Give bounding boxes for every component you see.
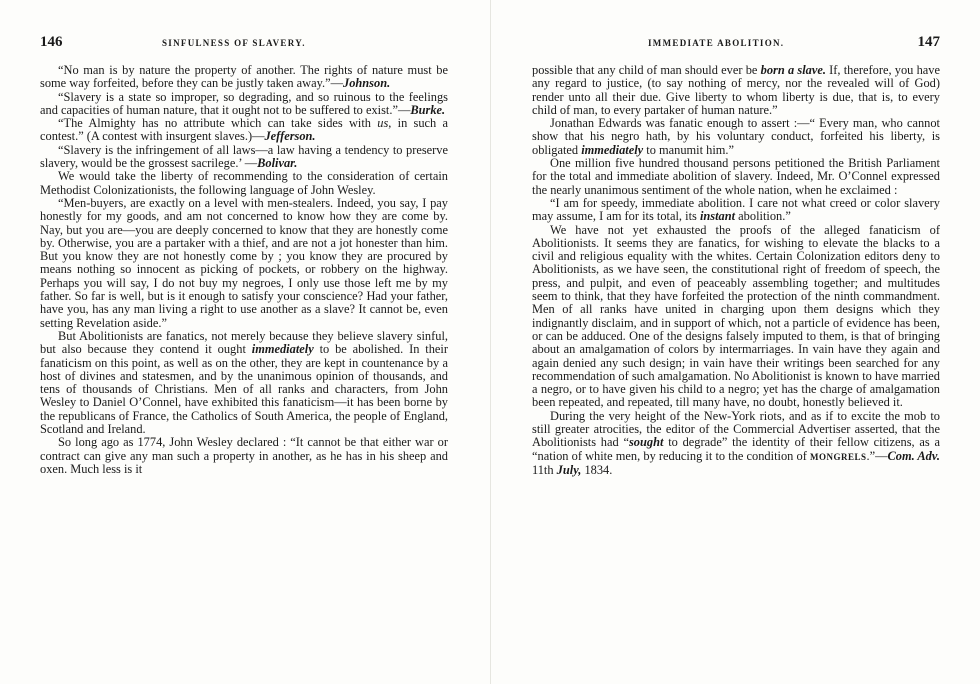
left-page-header (40, 34, 448, 64)
paragraph-wesley-intro: We would take the liberty of recommending to the consideration of certain Methodist Colonizationists, the following language of John Wesley. (40, 169, 448, 197)
paragraph-edwards: Jonathan Edwards was fanatic enough to assert :—“ Every man, who cannot show that his negro hath, by his voluntary conduct, forfeited his liberty, is obligated immediately to manumit him.” (532, 116, 940, 157)
paragraph-continued: possible that any child of man should ever be born a slave. If, therefore, you have any regard to justice, (to say nothing of mercy, nor the revealed will of God) render unto all their due. Give liberty to whom liberty is due, that is, to every child of man, to every partaker of human nature.” (532, 63, 940, 117)
quote-author: Jefferson. (264, 129, 316, 144)
right-page (532, 34, 940, 477)
right-page-body (532, 64, 940, 477)
quote-jefferson: “The Almighty has no attribute which can take sides with us, in such a contest.” (A contest with insurgent slaves.)—Jefferson. (40, 116, 448, 144)
paragraph-1774: So long ago as 1774, John Wesley declared : “It cannot be that either war or contract can give any man such a property in another, as he has in his sheep and oxen. Much less is it (40, 435, 448, 476)
paragraph-oconnel-quote: “I am for speedy, immediate abolition. I care not what creed or color slavery may assume, I am for its total, its instant abolition.” (532, 195, 940, 224)
left-page-number: 146 (40, 34, 63, 50)
right-page-header (532, 34, 940, 64)
quote-author: Bolivar. (257, 156, 298, 171)
quote-author: Johnson. (343, 76, 391, 91)
quote-bolivar: “Slavery is the infringement of all laws—a law having a tendency to preserve slavery, would be the grossest sacrilege.’ —Bolivar. (40, 142, 448, 171)
paragraph-wesley-quote: “Men-buyers, are exactly on a level with men-stealers. Indeed, you say, I pay honestly for my goods, and am not concerned to know how they are come by. Nay, but you are—you are deeply concerned to know that they are honestly come by. Otherwise, you are a partaker with a thief, and are not a jot honester than him. But you know they are not honestly come by ; you know they are procured by means nothing so innocent as picking of pockets, or robbery on the highway. Perhaps you will say, I do not buy my negroes, I only use those left me by my father. So far is well, but is it enough to satisfy your conscience? Had your father, have you, has any man living a right to use another as a slave? It cannot be, even setting Revelation aside.” (40, 195, 448, 330)
paragraph-riots: During the very height of the New-York riots, and as if to excite the mob to still greater atrocities, the editor of the Commercial Advertiser asserted, that the Abolitionists had “sought to degrade” the identity of their fellow citizens, as a “nation of white men, by reducing it to the condition of MONGRELS.”—Com. Adv. 11th July, 1834. (532, 408, 940, 477)
right-page-number: 147 (917, 34, 940, 50)
paragraph-million: One million five hundred thousand persons petitioned the British Parliament for the total and immediate abolition of slavery. Indeed, Mr. O’Connel expressed the nearly unanimous sentiment of the whole nation, when he exclaimed : (532, 156, 940, 197)
paragraph-proofs: We have not yet exhausted the proofs of the alleged fanaticism of Abolitionists. It seems they are fanatics, for wishing to elevate the blacks to a civil and religious equality with the whites. Certain Colonization editors deny to Abolitionists, as we have seen, the constitutional right of freedom of speech, the press, and pulpit, and even of peaceably assembling together; and multitudes seem to think, that they have forfeited the protection of the ninth commandment. Men of all ranks have united in charging upon them designs which they indignantly disclaim, and in support of which, not a particle of evidence has been, or can be adduced. One of the designs falsely imputed to them, is that of bringing about an amalgamation of colors by intermarriages. In vain have they again and again denied any such design; in vain have their writings been searched for any recommendation of such amalgamation. No Abolitionist is known to have married a negro, or to have given his child to a negro; yet has the charge of amalgamation been repeated, and repeated, till many have, no doubt, honestly believed it. (532, 222, 940, 410)
paragraph-fanatics: But Abolitionists are fanatics, not merely because they believe slavery sinful, but also because they contend it ought immediately to be abolished. In their fanaticism on this point, as well as on the other, they are kept in countenance by a host of divines and statesmen, and by the unanimous opinion of thousands, and tens of thousands of Christians. Men of all ranks and characters, from John Wesley to Daniel O’Connel, have exhibited this fanaticism—it has been borne by the republicans of France, the Catholics of South America, the people of England, Scotland and Ireland. (40, 328, 448, 437)
right-running-head: IMMEDIATE ABOLITION. (648, 38, 785, 48)
quote-burke: “Slavery is a state so improper, so degrading, and so ruinous to the feelings and capacities of human nature, that it ought not to be suffered to exist.”—Burke. (40, 89, 448, 117)
left-page (40, 34, 448, 476)
left-running-head: SINFULNESS OF SLAVERY. (162, 38, 306, 48)
gutter-line (490, 0, 491, 684)
quote-johnson: “No man is by nature the property of another. The rights of nature must be some way forfeited, before they can be justly taken away.”—Johnson. (40, 63, 448, 91)
left-page-body (40, 64, 448, 476)
quote-author: Burke. (410, 102, 446, 117)
